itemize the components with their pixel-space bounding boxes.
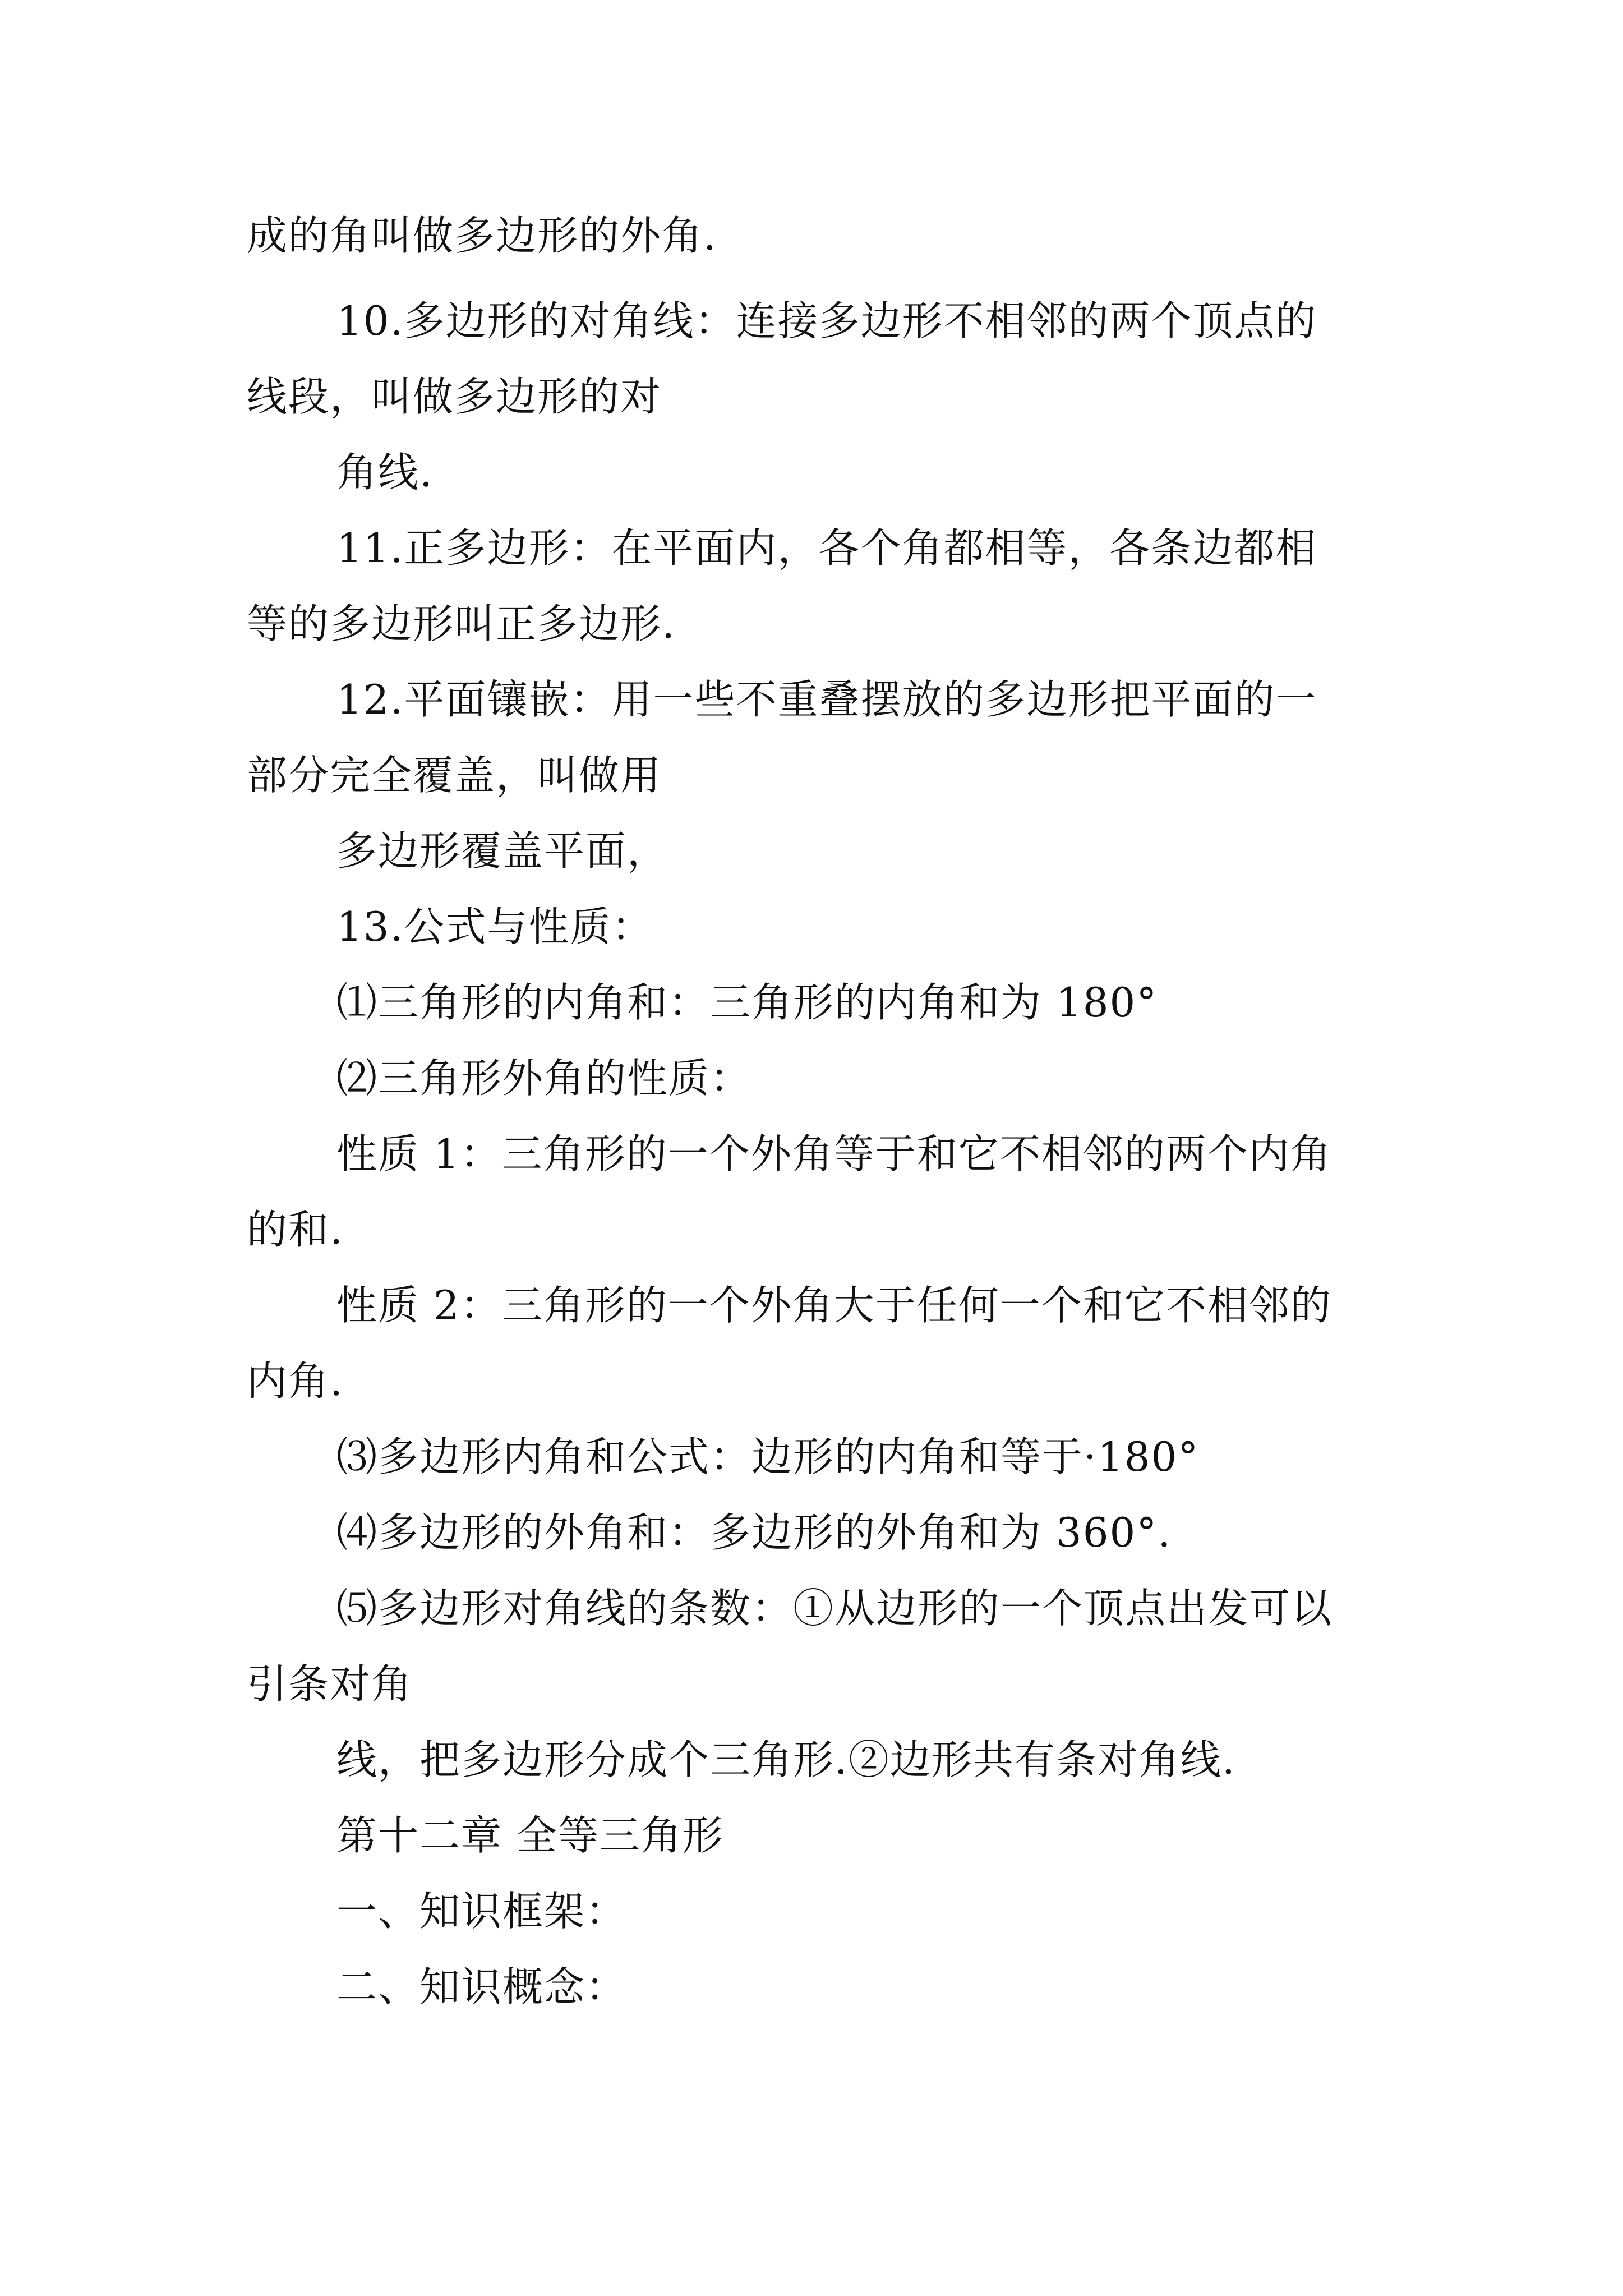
text-line: 内角. bbox=[247, 1358, 344, 1405]
text-line: 11.正多边形：在平面内，各个角都相等，各条边都相 bbox=[336, 524, 1317, 572]
text-line: 性质 1：三角形的一个外角等于和它不相邻的两个内角 bbox=[336, 1130, 1332, 1177]
text-line: ⑷多边形的外角和：多边形的外角和为 360°. bbox=[336, 1509, 1172, 1556]
text-line: 等的多边形叫正多边形. bbox=[247, 600, 676, 647]
text-line: 10.多边形的对角线：连接多边形不相邻的两个顶点的 bbox=[336, 297, 1317, 344]
text-line: 角线. bbox=[336, 449, 434, 496]
text-line: 线段，叫做多边形的对 bbox=[247, 373, 662, 420]
text-line: 性质 2：三角形的一个外角大于任何一个和它不相邻的 bbox=[336, 1282, 1332, 1329]
text-line: 12.平面镶嵌：用一些不重叠摆放的多边形把平面的一 bbox=[336, 676, 1317, 723]
text-line: 引条对角 bbox=[247, 1660, 413, 1708]
text-line: 线，把多边形分成个三角形.②边形共有条对角线. bbox=[336, 1736, 1236, 1783]
text-line: 成的角叫做多边形的外角. bbox=[247, 212, 717, 259]
text-line: ⑶多边形内角和公式：边形的内角和等于·180° bbox=[336, 1433, 1200, 1480]
chapter-heading: 第十二章 全等三角形 bbox=[336, 1812, 724, 1859]
section-heading: 二、知识概念： bbox=[336, 1963, 628, 2010]
text-line: ⑵三角形外角的性质： bbox=[336, 1055, 752, 1102]
text-line: ⑸多边形对角线的条数：①从边形的一个顶点出发可以 bbox=[336, 1585, 1333, 1632]
text-line: ⑴三角形的内角和：三角形的内角和为 180° bbox=[336, 979, 1158, 1026]
text-line: 的和. bbox=[247, 1206, 344, 1253]
section-heading: 一、知识框架： bbox=[336, 1888, 628, 1935]
text-line: 13.公式与性质： bbox=[336, 903, 653, 950]
text-line: 部分完全覆盖，叫做用 bbox=[247, 752, 662, 799]
text-line: 多边形覆盖平面， bbox=[336, 827, 669, 875]
